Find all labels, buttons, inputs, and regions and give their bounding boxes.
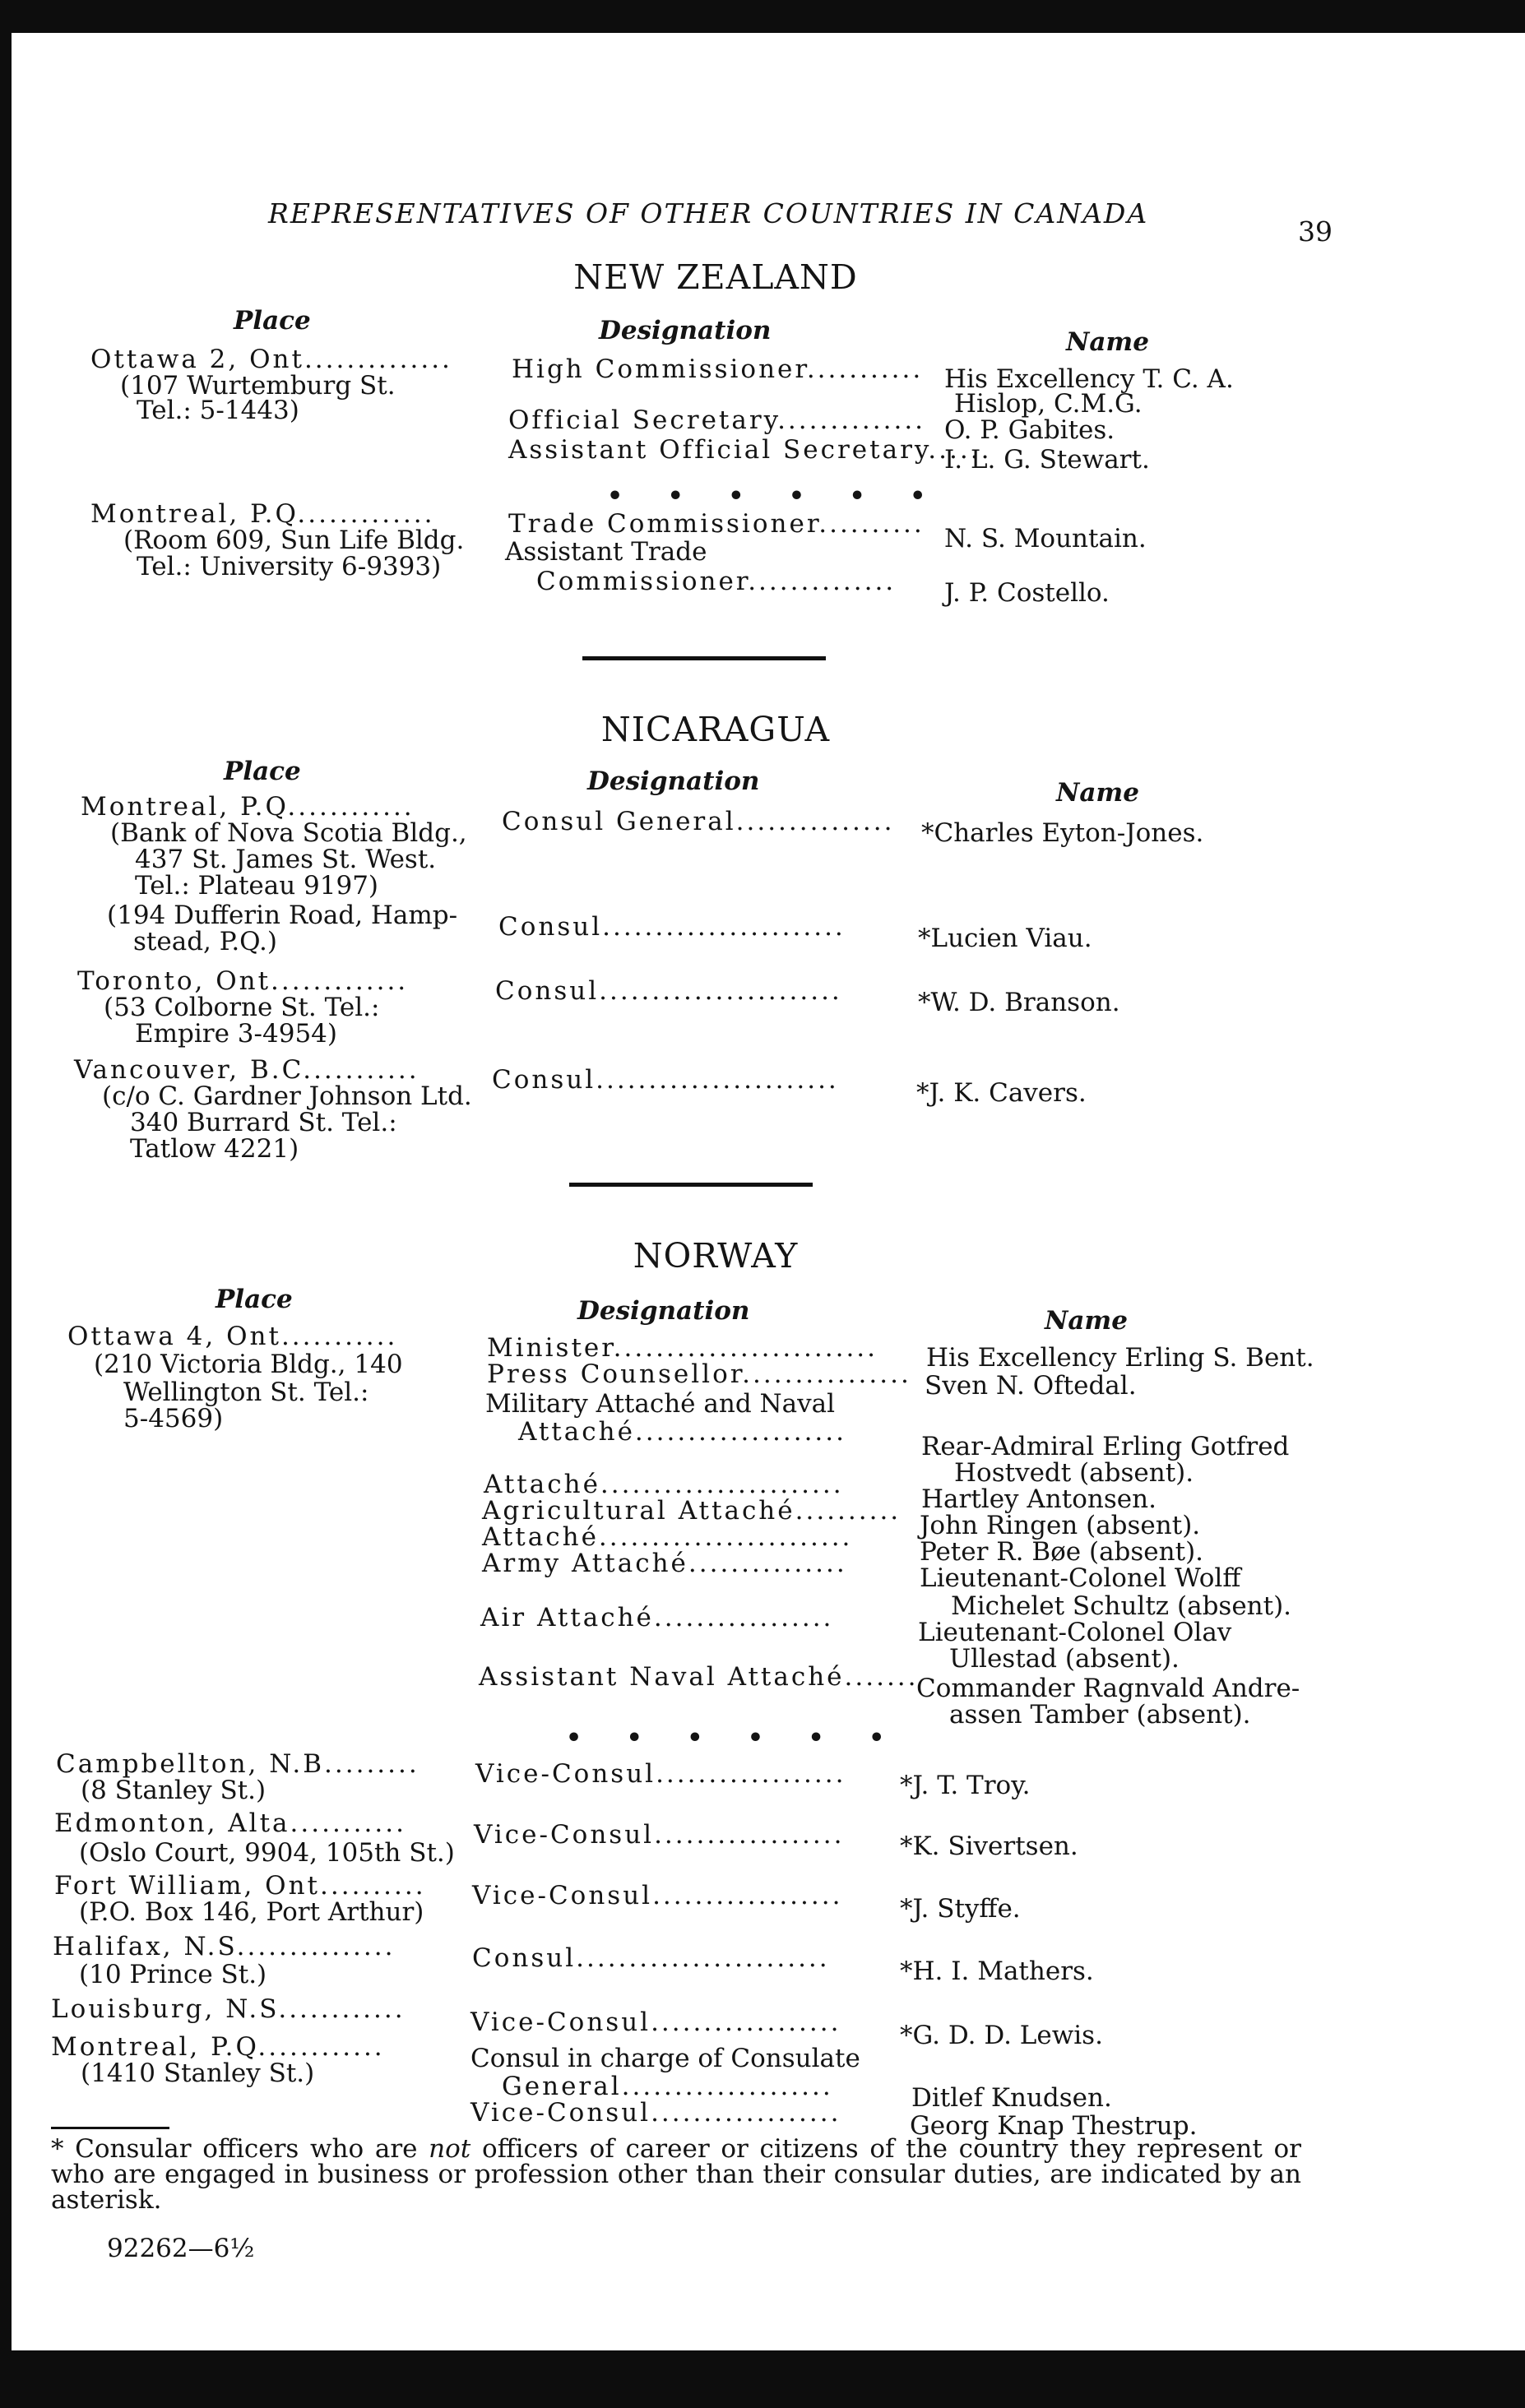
place-montreal: Montreal, P.Q............ — [51, 2032, 385, 2062]
place-edmonton: Edmonton, Alta........... — [54, 1808, 406, 1838]
designation: Vice-Consul.................. — [472, 1881, 843, 1910]
representative-name: *W. D. Branson. — [918, 988, 1120, 1017]
representative-name: Hartley Antonsen. — [921, 1484, 1156, 1514]
representative-name: Ditlef Knudsen. — [911, 2083, 1112, 2113]
scan-edge-top — [0, 0, 1525, 33]
designation: Consul....................... — [492, 1065, 839, 1095]
place-montreal: Montreal, P.Q............. — [90, 499, 435, 529]
address-line: (Bank of Nova Scotia Bldg., — [110, 818, 467, 848]
column-label-designation: Designation — [577, 1296, 750, 1326]
designation: Military Attaché and Naval — [485, 1389, 836, 1419]
representative-name: J. P. Costello. — [944, 578, 1110, 608]
address-line: Tel.: University 6-9393) — [137, 552, 442, 581]
running-head: REPRESENTATIVES OF OTHER COUNTRIES IN CANADA — [268, 197, 1149, 229]
country-heading-new-zealand: NEW ZEALAND — [573, 257, 858, 297]
representative-name: *G. D. D. Lewis. — [900, 2021, 1103, 2050]
address-line: (194 Dufferin Road, Hamp- — [107, 901, 458, 930]
column-label-name: Name — [1056, 778, 1139, 808]
column-label-designation: Designation — [599, 316, 772, 345]
print-code: 92262—6½ — [107, 2234, 255, 2263]
place-louisburg: Louisburg, N.S............ — [51, 1994, 406, 2024]
address-line: (10 Prince St.) — [79, 1960, 267, 1989]
country-heading-norway: NORWAY — [633, 1236, 799, 1276]
representative-name: Ullestad (absent). — [949, 1644, 1180, 1674]
address-line: Tel.: 5-1443) — [137, 396, 299, 425]
footnote-rule — [51, 2127, 169, 2129]
column-label-place: Place — [224, 757, 301, 786]
representative-name: assen Tamber (absent). — [949, 1700, 1251, 1730]
designation: Agricultural Attaché.......... — [482, 1496, 902, 1526]
address-line: 5-4569) — [123, 1404, 224, 1433]
representative-name: Rear-Admiral Erling Gotfred — [921, 1432, 1290, 1461]
section-divider — [569, 1183, 813, 1187]
address-line: Tel.: Plateau 9197) — [135, 871, 379, 901]
address-line: (c/o C. Gardner Johnson Ltd. — [102, 1081, 472, 1111]
representative-name: His Excellency T. C. A. — [944, 364, 1234, 394]
designation: Consul........................ — [472, 1943, 830, 1973]
address-line: (210 Victoria Bldg., 140 — [94, 1350, 403, 1379]
place-fort-william: Fort William, Ont.......... — [54, 1871, 426, 1901]
representative-name: Georg Knap Thestrup. — [910, 2111, 1198, 2141]
designation: Consul....................... — [498, 912, 846, 942]
designation: Official Secretary.............. — [508, 405, 926, 435]
representative-name: *H. I. Mathers. — [900, 1956, 1094, 1986]
designation: Minister......................... — [487, 1333, 878, 1363]
designation: Consul General............... — [502, 807, 895, 836]
representative-name: Peter R. Bøe (absent). — [920, 1537, 1204, 1567]
designation: Commissioner.............. — [536, 567, 897, 596]
column-label-place: Place — [216, 1285, 293, 1314]
place-ottawa: Ottawa 2, Ont.............. — [90, 345, 452, 374]
designation: General.................... — [502, 2072, 833, 2101]
representative-name: O. P. Gabites. — [944, 415, 1115, 445]
designation: Vice-Consul.................. — [474, 1820, 845, 1850]
address-line: (P.O. Box 146, Port Arthur) — [79, 1897, 424, 1927]
representative-name: *Lucien Viau. — [918, 924, 1092, 953]
address-line: (Oslo Court, 9904, 105th St.) — [79, 1838, 455, 1868]
column-label-designation: Designation — [587, 766, 760, 796]
place-toronto: Toronto, Ont............. — [77, 966, 409, 996]
address-line: Empire 3-4954) — [135, 1019, 337, 1049]
separator-dots: • • • • • • — [566, 1724, 903, 1753]
designation: High Commissioner........... — [512, 354, 924, 384]
representative-name: John Ringen (absent). — [920, 1511, 1201, 1540]
designation: Vice-Consul.................. — [475, 1759, 846, 1789]
representative-name: Michelet Schultz (absent). — [951, 1591, 1292, 1621]
page-number: 39 — [1298, 215, 1333, 248]
representative-name: Commander Ragnvald Andre- — [916, 1674, 1300, 1703]
place-montreal: Montreal, P.Q............ — [81, 792, 415, 822]
country-heading-nicaragua: NICARAGUA — [600, 710, 831, 749]
footnote-text: * Consular officers who are — [51, 2134, 429, 2164]
column-label-place: Place — [234, 306, 311, 336]
designation: Army Attaché............... — [482, 1549, 847, 1578]
designation: Consul....................... — [495, 976, 842, 1006]
address-line: (1410 Stanley St.) — [81, 2058, 315, 2088]
representative-name: Lieutenant-Colonel Wolff — [920, 1563, 1241, 1593]
designation: Trade Commissioner.......... — [508, 509, 925, 539]
representative-name: *K. Sivertsen. — [900, 1831, 1078, 1861]
representative-name: Lieutenant-Colonel Olav — [918, 1618, 1232, 1647]
address-line: (Room 609, Sun Life Bldg. — [123, 526, 465, 555]
address-line: (107 Wurtemburg St. — [120, 371, 396, 401]
representative-name: His Excellency Erling S. Bent. — [926, 1343, 1314, 1373]
address-line: stead, P.Q.) — [133, 927, 277, 956]
representative-name: N. S. Mountain. — [944, 524, 1147, 553]
representative-name: Sven N. Oftedal. — [925, 1371, 1137, 1401]
footnote-text: officers of career or citizens of the country they represent or who are engaged in business or profession other than their consular duties, are indicated by an asterisk. — [51, 2134, 1301, 2215]
separator-dots: • • • • • • — [607, 482, 944, 511]
footnote — [51, 2134, 1301, 2215]
designation: Attaché....................... — [484, 1470, 844, 1499]
designation: Assistant Naval Attaché....... — [479, 1662, 919, 1692]
designation: Vice-Consul.................. — [470, 2007, 841, 2037]
representative-name: *Charles Eyton-Jones. — [921, 818, 1204, 848]
designation: Attaché.................... — [518, 1417, 846, 1447]
designation: Assistant Trade — [505, 537, 707, 567]
representative-name: *J. K. Cavers. — [916, 1078, 1087, 1108]
representative-name: I. L. G. Stewart. — [944, 445, 1150, 475]
representative-name: *J. T. Troy. — [900, 1771, 1031, 1800]
scan-edge-bottom — [0, 2350, 1525, 2408]
place-ottawa: Ottawa 4, Ont........... — [67, 1322, 398, 1351]
footnote-emphasis: not — [429, 2134, 471, 2164]
address-line: Tatlow 4221) — [130, 1134, 299, 1164]
designation: Press Counsellor................ — [487, 1359, 911, 1389]
designation: Vice-Consul.................. — [470, 2098, 841, 2128]
designation: Consul in charge of Consulate — [470, 2044, 860, 2073]
section-divider — [582, 656, 826, 660]
place-campbellton: Campbellton, N.B......... — [56, 1749, 419, 1779]
address-line: (53 Colborne St. Tel.: — [104, 993, 380, 1022]
column-label-name: Name — [1045, 1306, 1128, 1336]
representative-name: Hostvedt (absent). — [954, 1458, 1194, 1488]
representative-name: *J. Styffe. — [900, 1894, 1021, 1924]
place-halifax: Halifax, N.S............... — [53, 1932, 396, 1961]
place-vancouver: Vancouver, B.C........... — [74, 1055, 419, 1085]
column-label-name: Name — [1066, 327, 1149, 357]
designation: Air Attaché................. — [480, 1603, 834, 1632]
address-line: Wellington St. Tel.: — [123, 1378, 369, 1407]
address-line: 340 Burrard St. Tel.: — [130, 1108, 397, 1137]
representative-name: Hislop, C.M.G. — [954, 389, 1143, 419]
designation: Attaché........................ — [482, 1522, 853, 1552]
address-line: (8 Stanley St.) — [81, 1776, 267, 1805]
address-line: 437 St. James St. West. — [135, 845, 437, 874]
designation: Assistant Official Secretary...... — [508, 435, 992, 465]
scan-edge-left — [0, 0, 12, 2408]
